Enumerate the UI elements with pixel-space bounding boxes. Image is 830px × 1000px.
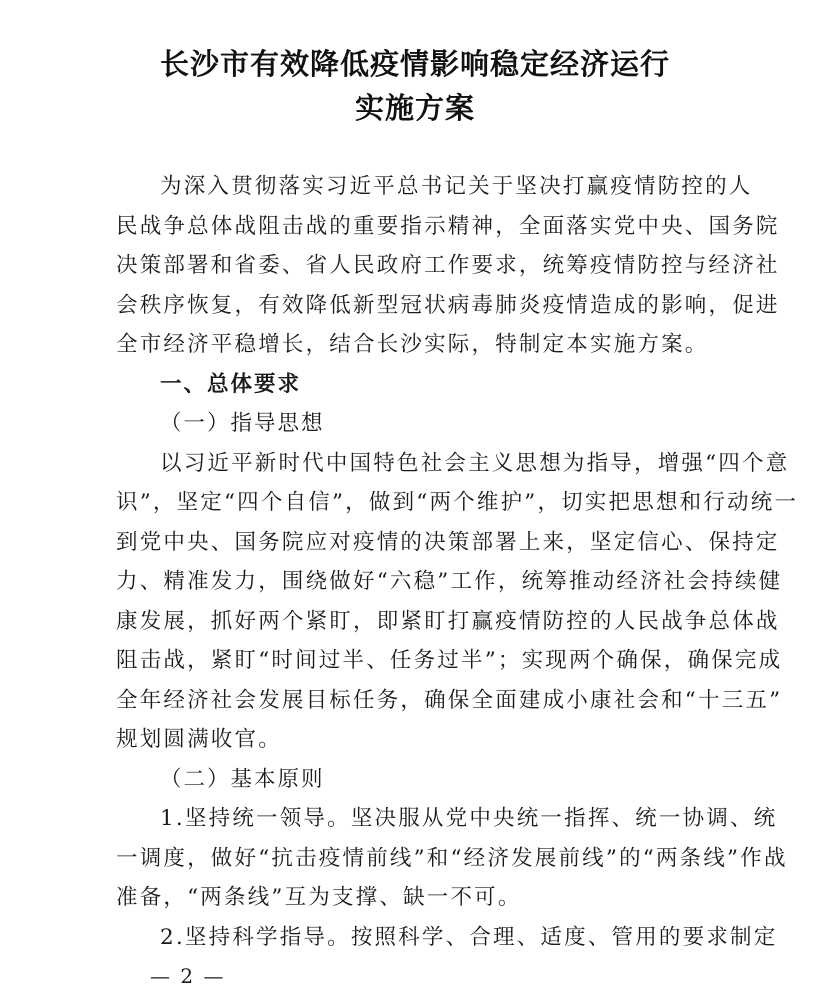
section-heading: 一、总体要求 bbox=[160, 371, 302, 397]
principle-line: 1.坚持统一领导。坚决服从党中央统一指挥、统一协调、统 bbox=[160, 806, 778, 831]
principle-line: 2.坚持科学指导。按照科学、合理、适度、管用的要求制定 bbox=[160, 924, 778, 950]
body-line: 识”，坚定“四个自信”，做到“两个维护”，切实把思想和行动统一 bbox=[116, 490, 799, 515]
intro-paragraph-line: 决策部署和省委、省人民政府工作要求，统筹疫情防控与经济社 bbox=[116, 253, 780, 278]
intro-paragraph-line: 民战争总体战阻击战的重要指示精神，全面落实党中央、国务院 bbox=[116, 213, 780, 239]
intro-paragraph-line: 会秩序恢复，有效降低新型冠状病毒肺炎疫情造成的影响，促进 bbox=[116, 292, 780, 318]
subsection-heading: （一）指导思想 bbox=[160, 411, 325, 436]
subsection-heading: （二）基本原则 bbox=[160, 766, 325, 792]
body-line: 全年经济社会发展目标任务，确保全面建成小康社会和“十三五” bbox=[116, 687, 783, 713]
intro-paragraph-line: 全市经济平稳增长，结合长沙实际，特制定本实施方案。 bbox=[116, 332, 709, 357]
document-title-line2: 实施方案 bbox=[354, 91, 475, 125]
principle-line: 准备，“两条线”互为支撑、缺一不可。 bbox=[116, 885, 522, 910]
body-line: 力、精准发力，围绕做好“六稳”工作，统筹推动经济社会持续健 bbox=[116, 569, 783, 594]
page-number: — 2 — bbox=[150, 964, 226, 988]
body-line: 阻击战，紧盯“时间过半、任务过半”；实现两个确保，确保完成 bbox=[116, 648, 783, 673]
principle-line: 一调度，做好“抗击疫情前线”和“经济发展前线”的“两条线”作战 bbox=[116, 845, 788, 871]
body-line: 到党中央、国务院应对疫情的决策部署上来，坚定信心、保持定 bbox=[116, 529, 780, 555]
body-line: 规划圆满收官。 bbox=[116, 727, 282, 752]
document-title-line1: 长沙市有效降低疫情影响稳定经济运行 bbox=[159, 47, 670, 81]
body-line: 以习近平新时代中国特色社会主义思想为指导，增强“四个意 bbox=[160, 450, 790, 476]
body-line: 康发展，抓好两个紧盯，即紧盯打赢疫情防控的人民战争总体战 bbox=[116, 608, 780, 634]
intro-paragraph-line: 为深入贯彻落实习近平总书记关于坚决打赢疫情防控的人 bbox=[160, 174, 753, 199]
